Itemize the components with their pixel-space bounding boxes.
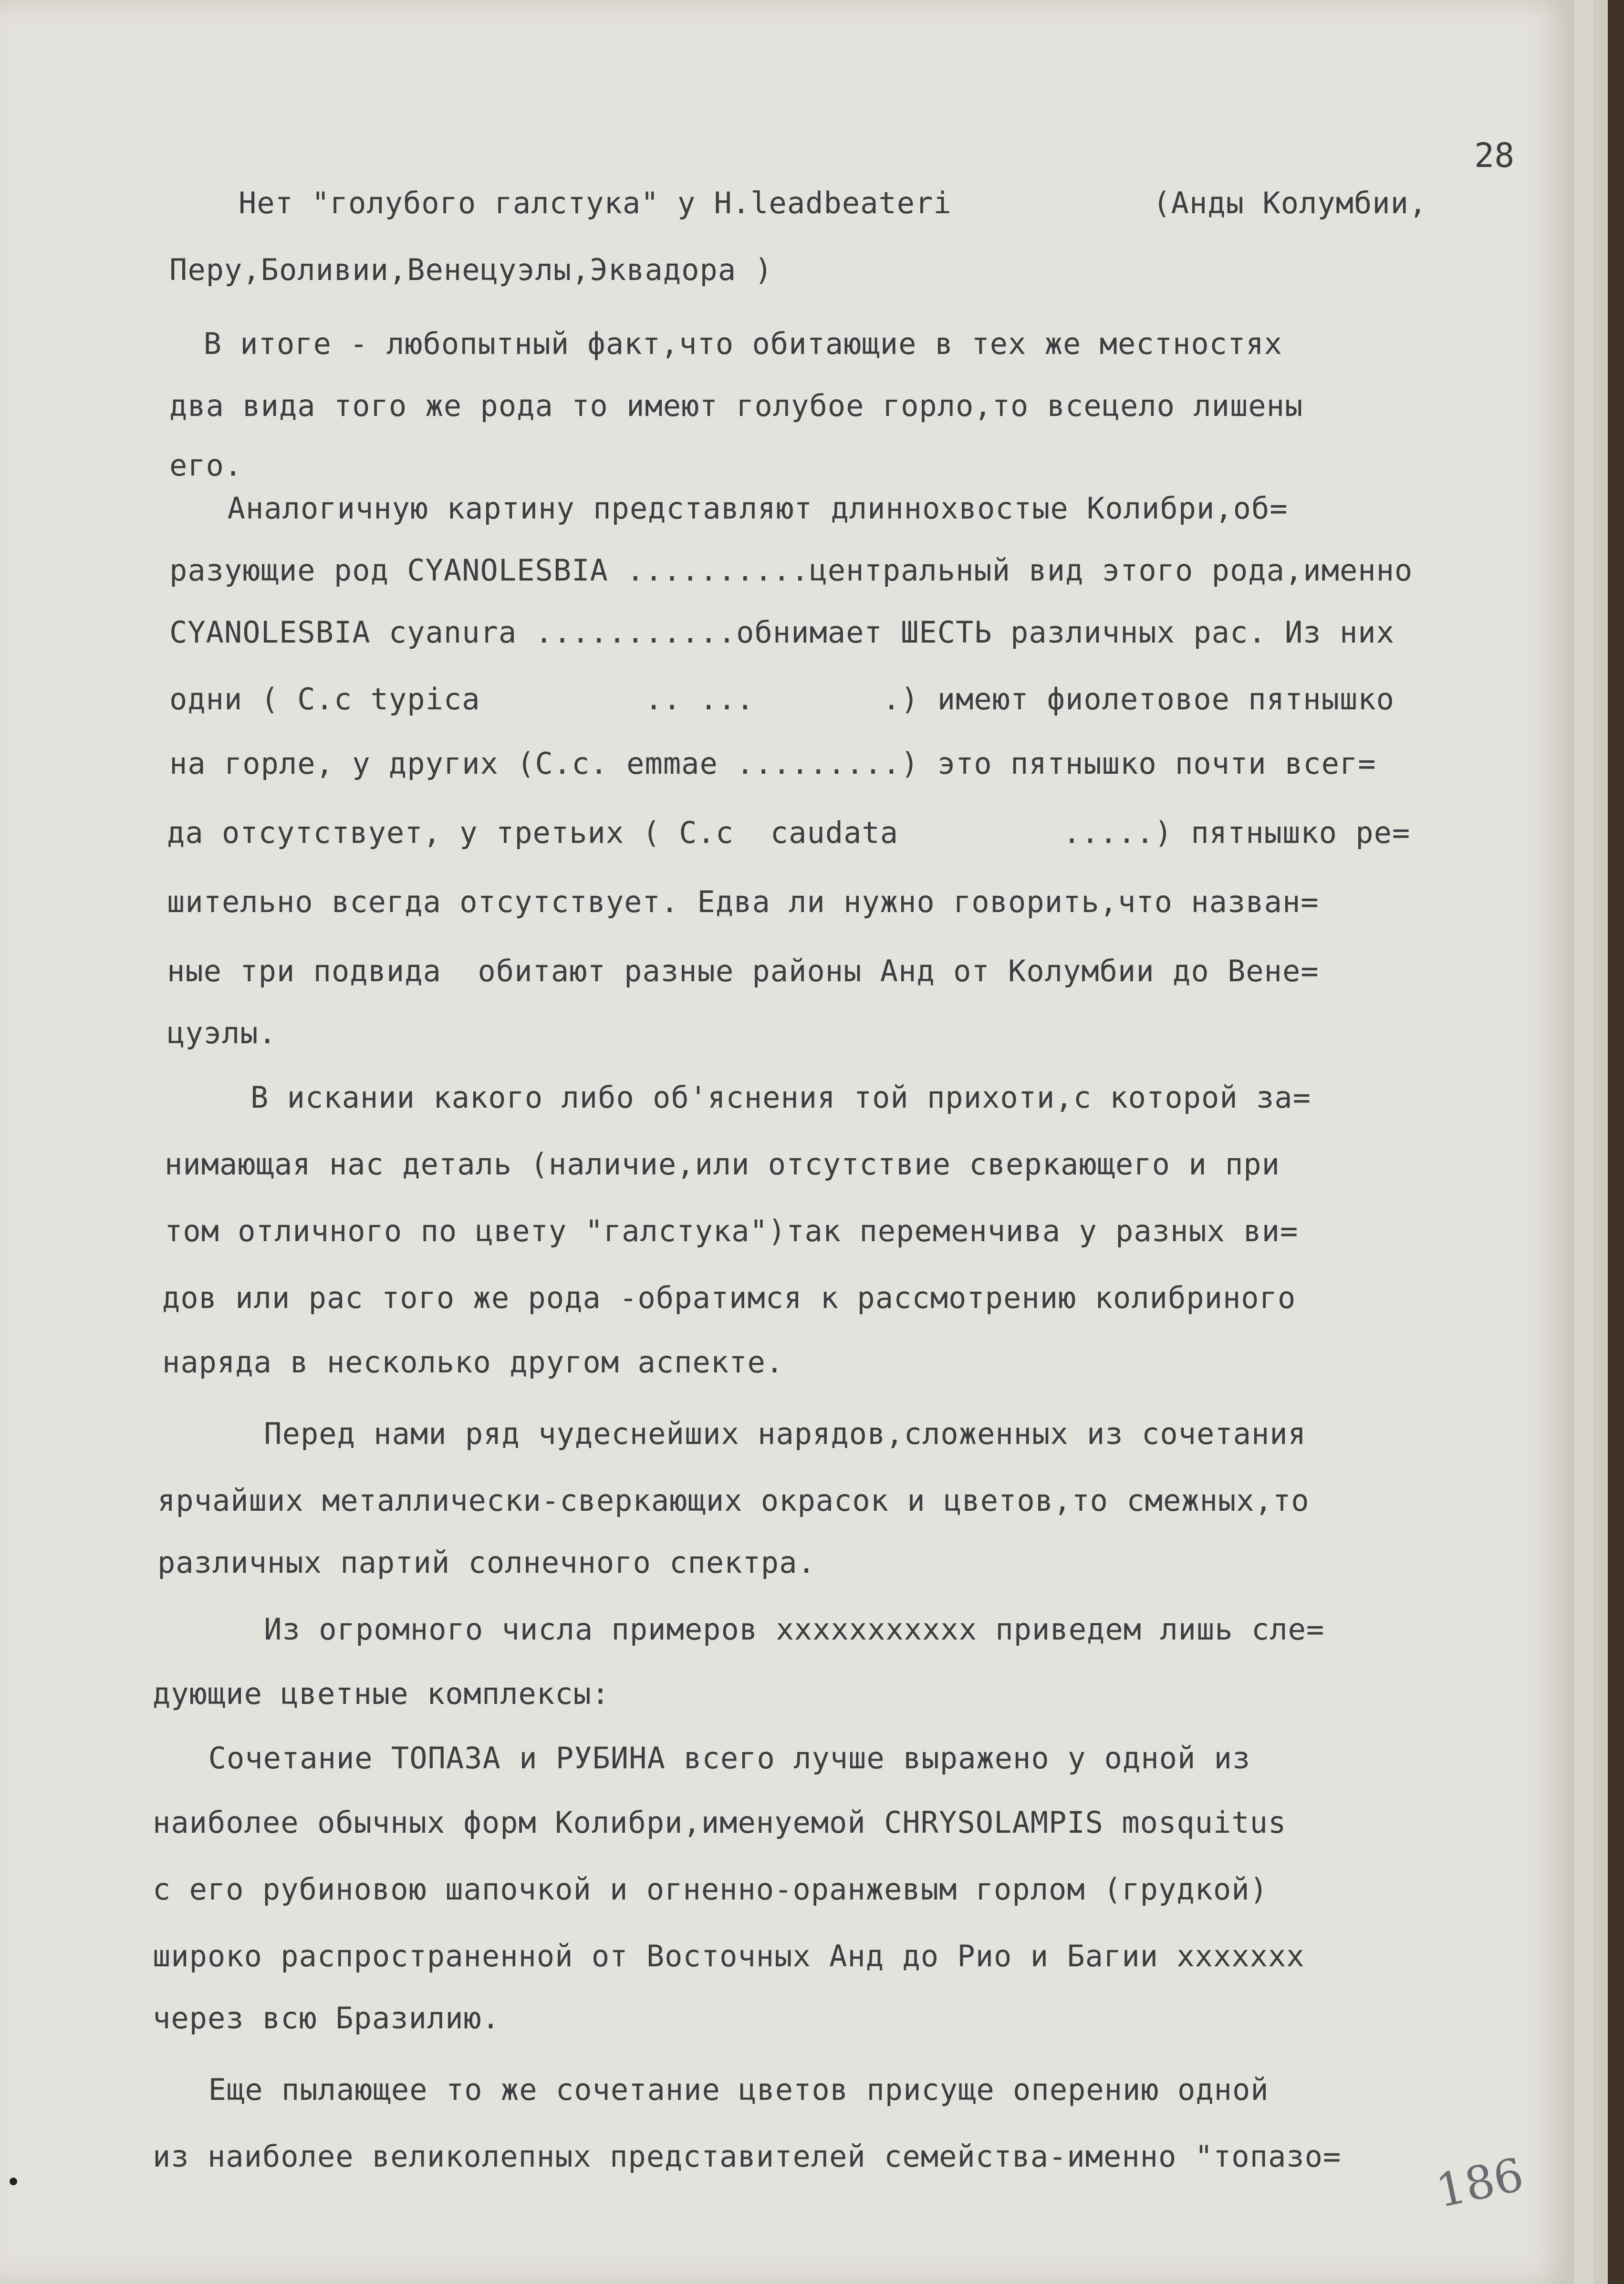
text-line: разующие род CYANOLESBIA ..........центральный вид этого рода,именно xyxy=(169,553,1413,588)
text-line: его. xyxy=(169,448,243,483)
text-line: Из огромного числа примеров xxxxxxxxxxx приведем лишь сле= xyxy=(191,1612,1325,1647)
text-line: дующие цветные комплексы: xyxy=(153,1676,610,1711)
text-line: Аналогичную картину представляют длиннохвостые Колибри,об= xyxy=(191,491,1288,526)
text-line: дов или рас того же рода -обратимся к рассмотрению колибриного xyxy=(162,1280,1296,1315)
text-line: с его рубиновою шапочкой и огненно-оранжевым горлом (грудкой) xyxy=(153,1872,1268,1907)
text-line: В итоге - любопытный факт,что обитающие в тех же местностях xyxy=(167,326,1282,361)
text-line: различных партий солнечного спектра. xyxy=(157,1545,816,1580)
text-line: нимающая нас деталь (наличие,или отсутствие сверкающего и при xyxy=(165,1147,1280,1182)
text-line: широко распространенной от Восточных Анд до Рио и Багии xxxxxxx xyxy=(153,1939,1305,1973)
text-line: CYANOLESBIA cyanura ...........обнимает ШЕСТЬ различных рас. Из них xyxy=(169,615,1395,650)
text-line: ярчайших металлически-сверкающих окрасок и цветов,то смежных,то xyxy=(157,1483,1310,1518)
text-line: Перу,Боливии,Венецуэлы,Эквадора ) xyxy=(169,252,773,287)
page-edge xyxy=(1608,0,1624,2284)
text-line: через всю Бразилию. xyxy=(153,2001,500,2035)
text-line: Еще пылающее то же сочетание цветов присуще оперению одной xyxy=(172,2072,1269,2107)
text-line: ные три подвида обитают разные районы Анд от Колумбии до Вене= xyxy=(167,954,1319,988)
page-number: 28 xyxy=(1474,136,1515,175)
text-line: В искании какого либо об'яснения той прихоти,с которой за= xyxy=(196,1080,1311,1115)
text-line: том отличного по цвету "галстука")так переменчива у разных ви= xyxy=(165,1214,1299,1248)
text-line: из наиболее великолепных представителей семейства-именно "топазо= xyxy=(153,2139,1342,2174)
text-line: одни ( C.c typica .. ... .) имеют фиолетовое пятнышко xyxy=(169,682,1395,716)
text-line: цуэлы. xyxy=(167,1016,277,1050)
ink-dot xyxy=(10,2178,17,2185)
page-edge xyxy=(1574,0,1593,2284)
text-line: на горле, у других (C.c. emmae .........) это пятнышко почти всег= xyxy=(169,746,1376,781)
text-line: наряда в несколько другом аспекте. xyxy=(162,1345,784,1380)
page-edge xyxy=(1593,0,1608,2284)
text-line: два вида того же рода то имеют голубое горло,то всецело лишены xyxy=(169,388,1303,423)
text-line: шительно всегда отсутствует. Едва ли нужно говорить,что назван= xyxy=(167,884,1319,919)
text-line: наиболее обычных форм Колибри,именуемой CHRYSOLAMPIS mosquitus xyxy=(153,1805,1287,1840)
text-line: Нет "голубого галстука" у H.leadbeateri (Анды Колумбии, xyxy=(239,186,1427,220)
folio-number: 186 xyxy=(1431,2148,1528,2218)
text-line: Перед нами ряд чудеснейших нарядов,сложенных из сочетания xyxy=(191,1416,1306,1451)
text-line: Сочетание ТОПАЗА и РУБИНА всего лучше выражено у одной из xyxy=(172,1741,1251,1775)
text-line: да отсутствует, у третьих ( C.c caudata .....) пятнышко ре= xyxy=(167,815,1411,850)
